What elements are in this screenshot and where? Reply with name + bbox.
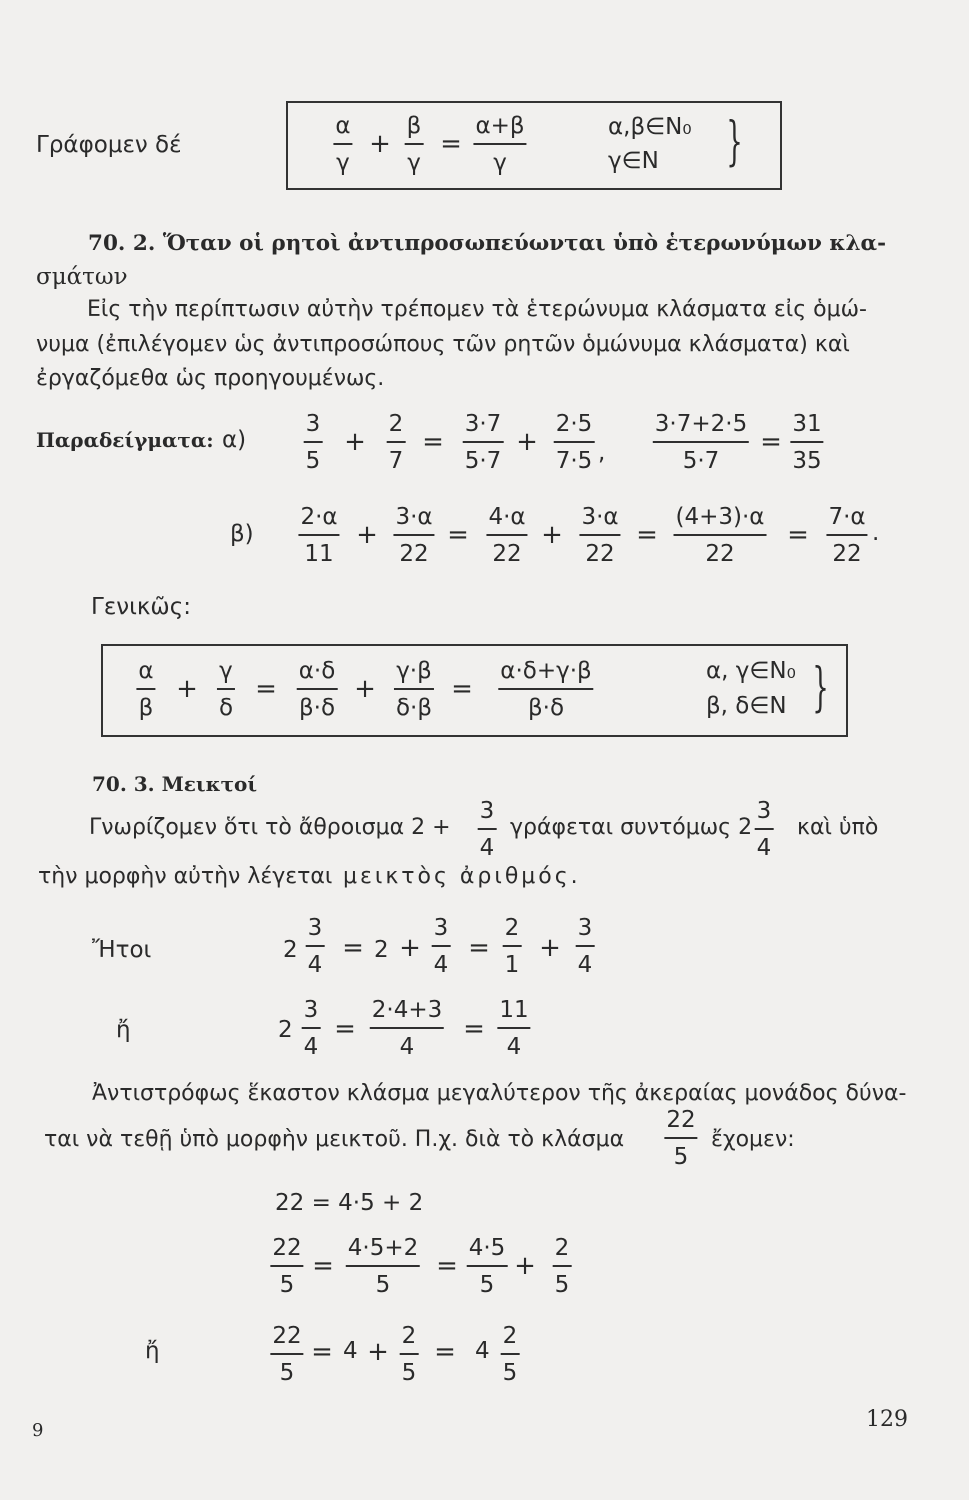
section-70-2-heading: 70. 2. Ὅταν οἱ ρητοὶ ἀντιπροσωπεύωνται ὑπὸ ἑτερωνύμων κλα- [88,231,887,256]
denominator: 4 [399,1034,415,1060]
numerator: 3 [305,411,321,437]
denominator: 7 [388,448,404,474]
denominator: γ [407,150,421,176]
denominator: γ [493,150,507,176]
numerator: 2·α [300,504,338,530]
signature-mark: 9 [32,1420,44,1441]
numerator: α·δ+γ·β [500,658,592,684]
denominator: 5·7 [682,448,720,474]
ex-a-frac-1 [304,410,323,475]
mixed-fraction [302,996,321,1061]
rule1-frac-1 [333,112,352,177]
denominator: 5 [673,1144,689,1170]
denominator: 4 [756,835,772,861]
gen-frac-3 [297,657,338,722]
denominator: 5 [479,1272,495,1298]
paragraph-line: Εἰς τὴν περίπτωσιν αὐτὴν τρέπομεν τὰ ἑτερώνυμα κλάσματα εἰς ὁμώ- [87,297,867,322]
denominator: 5·7 [464,448,502,474]
whole-part: 4 [343,1338,358,1364]
denominator: β·δ [527,695,565,721]
ex-a-frac-6 [790,410,823,475]
inline-fraction [664,1106,697,1171]
examples-label: Παραδείγματα: [36,428,214,452]
example-a-label: α) [222,427,247,453]
fraction [467,1234,508,1299]
denominator: 4 [506,1034,522,1060]
whole-part: 2 [278,1017,293,1043]
denominator: 22 [832,541,862,567]
denominator: 5 [502,1360,518,1386]
equation-line: 22 = 4·5 + 2 [275,1190,424,1216]
gen-frac-4 [394,657,434,722]
paragraph-text: καὶ ὑπὸ [797,815,879,840]
numerator: 2 [554,1235,570,1261]
mixed-fraction [306,914,325,979]
example-b-label: β) [230,521,254,547]
equals-sign: = [636,520,658,550]
general-condition-2: β, δ∈N [706,693,787,719]
numerator: 4·5+2 [347,1235,419,1261]
denominator: 5 [554,1272,570,1298]
gen-frac-5 [498,657,593,722]
fraction [503,914,522,979]
denominator: 5 [375,1272,391,1298]
gen-frac-1 [136,657,155,722]
plus-sign: + [367,1337,389,1367]
rule1-label: Γράφομεν δέ [36,132,182,158]
ex-b-frac-1 [298,503,339,568]
equals-sign: = [463,1014,485,1044]
equals-sign: = [468,933,490,963]
paragraph-text: ται νὰ τεθῇ ὑπὸ μορφὴν μεικτοῦ. Π.χ. διὰ τὸ κλάσμα [44,1127,625,1152]
numerator: 2 [504,915,520,941]
equals-sign: = [255,674,277,704]
paragraph-text: Γνωρίζομεν ὅτι τὸ ἄθροισμα 2 + [89,815,451,840]
numerator: 3 [479,798,495,824]
fraction [370,996,444,1061]
plus-sign: + [541,520,563,550]
rule1-condition-1: α,β∈N₀ [608,114,692,140]
plus-sign: + [516,427,538,457]
whole-part: 4 [475,1338,490,1364]
paragraph-text: τὴν μορφὴν αὐτὴν λέγεται [38,864,333,889]
numerator: 3·α [395,504,433,530]
numerator: 4·α [488,504,526,530]
numerator: 3 [307,915,323,941]
denominator: γ [336,150,350,176]
plus-sign: + [354,674,376,704]
ex-a-frac-4 [554,410,595,475]
denominator: 5 [279,1272,295,1298]
equals-sign: = [447,520,469,550]
numerator: 3 [433,915,449,941]
fraction [553,1234,572,1299]
numerator: α+β [475,113,525,139]
plus-sign: + [356,520,378,550]
htoi-label: Ἤτοι [92,937,152,963]
ex-b-frac-6 [826,503,867,568]
denominator: 4 [303,1034,319,1060]
numerator: 7·α [828,504,866,530]
rule1-frac-2 [405,112,424,177]
equals-sign: = [760,427,782,457]
denominator: 4 [479,835,495,861]
fraction [346,1234,420,1299]
general-label: Γενικῶς: [91,594,191,620]
equals-sign: = [434,1337,456,1367]
numerator: α [335,113,351,139]
denominator: 7·5 [555,448,593,474]
numerator: 4·5 [468,1235,506,1261]
or-label: ἤ [116,1017,131,1043]
period: . [872,520,880,546]
inline-fraction [478,797,497,862]
paragraph-line: ἐργαζόμεθα ὡς προηγουμένως. [36,366,385,391]
rule1-frac-3 [473,112,526,177]
ex-b-frac-4 [579,503,620,568]
fraction [270,1234,303,1299]
equals-sign: = [311,1337,333,1367]
plus-sign: + [344,427,366,457]
denominator: 5 [279,1360,295,1386]
paragraph-line: νυμα (ἐπιλέγομεν ὡς ἀντιπροσώπους τῶν ρητῶν ὁμώνυμα κλάσματα) καὶ [36,332,850,357]
numerator: α·δ [298,658,336,684]
fraction [270,1322,303,1387]
paragraph-text: ἔχομεν: [711,1127,795,1152]
page-number: 129 [866,1407,908,1432]
section-70-3-heading: 70. 3. Μεικτοί [92,772,258,796]
emphasized-term: μεικτὸς ἀριθμός. [343,864,581,889]
denominator: 4 [577,952,593,978]
numerator: α [138,658,154,684]
denominator: 22 [705,541,735,567]
numerator: 22 [666,1107,696,1133]
denominator: β·δ [298,695,336,721]
numerator: (4+3)·α [675,504,765,530]
numerator: 3·α [581,504,619,530]
denominator: 5 [401,1360,417,1386]
equals-sign: = [451,674,473,704]
numerator: 22 [272,1323,302,1349]
rule1-box [286,101,782,190]
numerator: 3 [577,915,593,941]
general-condition-1: α, γ∈N₀ [706,658,796,684]
section-70-2-heading-cont: σμάτων [36,264,128,290]
ex-a-frac-3 [463,410,504,475]
numerator: γ [219,658,233,684]
numerator: 3·7 [464,411,502,437]
paragraph-text: γράφεται συντόμως 2 [510,815,753,840]
denominator: 4 [433,952,449,978]
equals-sign: = [312,1251,334,1281]
numerator: 2 [401,1323,417,1349]
denominator: δ·β [395,695,433,721]
denominator: 35 [792,448,822,474]
plus-sign: + [539,933,561,963]
numerator: 2·4+3 [371,997,443,1023]
numerator: 2 [388,411,404,437]
equals-sign: = [334,1014,356,1044]
numerator: 3 [303,997,319,1023]
plus-sign: + [399,933,421,963]
numerator: 2 [502,1323,518,1349]
denominator: 11 [304,541,334,567]
numerator: β [406,113,422,139]
denominator: β [138,695,154,721]
whole-part: 2 [374,937,389,963]
numerator: 31 [792,411,822,437]
mixed-fraction [501,1322,520,1387]
comma: , [598,440,606,466]
fraction [400,1322,419,1387]
whole-part: 2 [283,937,298,963]
denominator: δ [218,695,234,721]
equals-sign: = [436,1251,458,1281]
ex-a-frac-2 [387,410,406,475]
numerator: γ·β [396,658,432,684]
fraction [576,914,595,979]
fraction [432,914,451,979]
gen-frac-2 [217,657,235,722]
denominator: 22 [399,541,429,567]
ex-b-frac-3 [486,503,527,568]
numerator: 3 [756,798,772,824]
numerator: 22 [272,1235,302,1261]
equals-sign: = [422,427,444,457]
plus-sign: + [369,129,391,159]
inline-fraction [755,797,774,862]
ex-b-frac-2 [393,503,434,568]
denominator: 4 [307,952,323,978]
numerator: 2·5 [555,411,593,437]
right-brace-icon: } [726,112,743,172]
ex-b-frac-5 [674,503,767,568]
plus-sign: + [514,1251,536,1281]
numerator: 3·7+2·5 [654,411,748,437]
equals-sign: = [342,933,364,963]
fraction [497,996,530,1061]
ex-a-frac-5 [653,410,749,475]
equals-sign: = [787,520,809,550]
rule1-condition-2: γ∈N [608,148,659,174]
denominator: 5 [305,448,321,474]
right-brace-icon: } [812,658,829,718]
numerator: 11 [499,997,529,1023]
denominator: 1 [504,952,520,978]
denominator: 22 [492,541,522,567]
or-label: ἤ [145,1338,160,1364]
plus-sign: + [176,674,198,704]
denominator: 22 [585,541,615,567]
paragraph-text: Ἀντιστρόφως ἕκαστον κλάσμα μεγαλύτερον τῆς ἀκεραίας μονάδος δύνα- [92,1081,907,1106]
equals-sign: = [440,129,462,159]
